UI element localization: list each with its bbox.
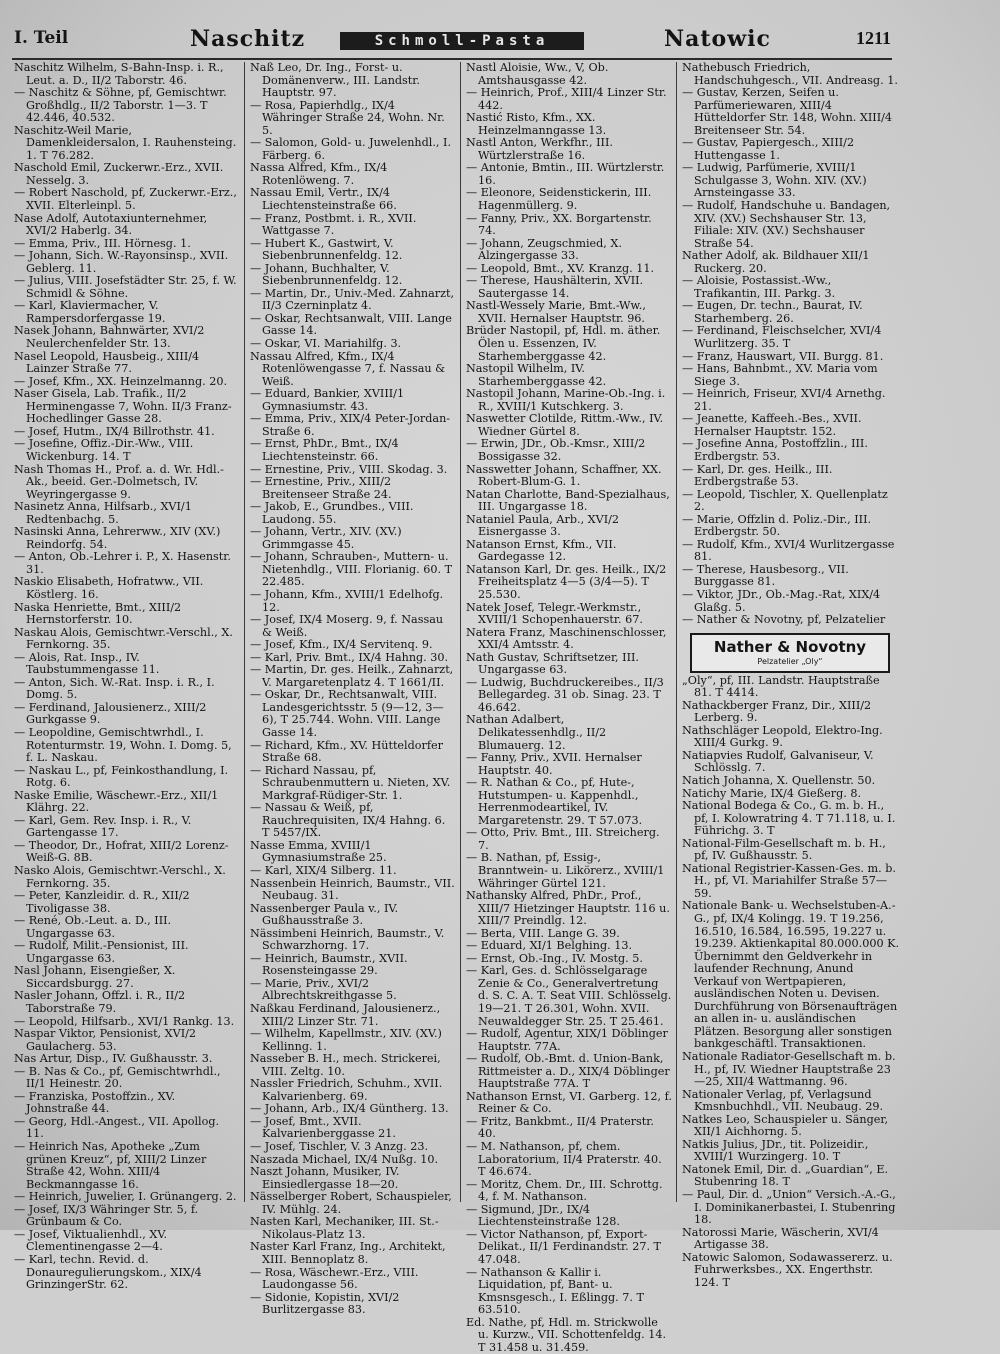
- directory-entry: — Naschitz & Söhne, pf, Gemischtwr. Großhdlg., II/2 Taborstr. 1—3. T 42.446, 40.532.: [14, 86, 227, 125]
- part-label: I. Teil: [14, 28, 69, 48]
- directory-entry: Nataniel Paula, Arb., XVI/2 Eisnergasse 3.: [466, 512, 620, 539]
- directory-entry: Nash Thomas H., Prof. a. d. Wr. Hdl.-Ak., beeid. Ger.-Dolmetsch, IV. Weyringergasse 9.: [14, 462, 224, 501]
- directory-entry: — Rudolf, Milit.-Pensionist, III. Ungargasse 63.: [14, 939, 189, 965]
- directory-entry: — Rosa, Papierhdlg., IX/4 Währinger Straße 24, Wohn. Nr. 5.: [250, 98, 445, 137]
- directory-entry: — Franziska, Postoffzin., XV. Johnstraße 44.: [14, 1089, 176, 1116]
- directory-entry: — Richard Nassau, pf, Schraubenmuttern u. Nieten, XV. Markgraf-Rüdiger-Str. 1.: [250, 763, 451, 802]
- directory-entry: — Leopold, Hilfsarb., XVI/1 Rankg. 13.: [14, 1014, 235, 1028]
- directory-entry: — Johann, Schrauben-, Muttern- u. Nietenhdlg., VIII. Florianig. 60. T 22.485.: [250, 550, 453, 589]
- directory-entry: — Heinrich Nas, Apotheke „Zum grünen Kreuz“, pf, XIII/2 Linzer Straße 42, Wohn. XIII/4 Beckmanngasse 16.: [14, 1140, 207, 1191]
- directory-entry: — Moritz, Chem. Dr., III. Schrottg. 4, f. M. Nathanson.: [466, 1177, 663, 1204]
- directory-entry: — Therese, Haushälterin, XVII. Sautergasse 14.: [466, 274, 644, 300]
- directory-entry: „Oly“, pf, III. Landstr. Hauptstraße 81. T 4414.: [682, 673, 880, 700]
- directory-entry: Nasek Johann, Bahnwärter, XVI/2 Neulerchenfelder Str. 13.: [14, 324, 205, 351]
- directory-entry: — Nather & Novotny, pf, Pelzatelier: [682, 613, 886, 627]
- directory-entry: Nasse Emma, XVIII/1 Gymnasiumstraße 25.: [250, 838, 387, 865]
- directory-entry: — Theodor, Dr., Hofrat, XIII/2 Lorenz-Weiß-G. 8B.: [14, 838, 229, 865]
- directory-entry: — Gustav, Papiergesch., XIII/2 Huttengasse 1.: [682, 136, 855, 162]
- directory-entry: — Nathanson & Kallir i. Liquidation, pf, Bant- u. Kmsnsgesch., I. Eßlingg. 7. T 63.510.: [466, 1265, 644, 1317]
- directory-entry: Naster Karl Franz, Ing., Architekt, XIII. Bennoplatz 8.: [250, 1240, 446, 1266]
- directory-entry: — Ernestine, Priv., XIII/2 Breitenseer Straße 24.: [250, 475, 392, 501]
- directory-entry: — Anton, Ob.-Lehrer i. P., X. Hasenstr. 31.: [14, 550, 231, 576]
- directory-entry: — Leopoldine, Gemischtwrhdl., I. Rotenturmstr. 19, Wohn. I. Domg. 5, f. L. Naskau.: [14, 725, 232, 765]
- directory-entry: — Antonie, Bmtin., III. Würtzlerstr. 16.: [466, 161, 665, 187]
- directory-entry: — Sigmund, JDr., IX/4 Liechtensteinstraße 128.: [466, 1202, 620, 1229]
- directory-entry: — Marie, Priv., XVI/2 Albrechtskreithgasse 5.: [250, 976, 397, 1003]
- directory-entry: — Josef, Kfm., IX/4 Servitenq. 9.: [250, 638, 433, 652]
- directory-entry: — Ferdinand, Jalousienerz., XIII/2 Gurkgasse 9.: [14, 700, 207, 727]
- directory-entry: — Georg, Hdl.-Angest., VII. Apollog. 11.: [14, 1114, 220, 1141]
- directory-entry: — Anton, Sich. W.-Rat. Insp. i. R., I. Domg. 5.: [14, 675, 215, 702]
- directory-entry: — Julius, VIII. Josefstädter Str. 25, f. W. Schmidl & Söhne.: [14, 274, 237, 300]
- directory-entry: — Johann, Kfm., XVIII/1 Edelhofg. 12.: [250, 587, 444, 614]
- directory-entry: — Ludwig, Parfümerie, XVIII/1 Schulgasse 3, Wohn. XIV. (XV.) Arnsteingasse 33.: [682, 161, 867, 200]
- directory-entry: Nationale Radiator-Gesellschaft m. b. H., pf, IV. Wiedner Hauptstraße 23—25, XII/4 Wattmanng. 96.: [682, 1050, 896, 1089]
- directory-entry: Nastl-Wessely Marie, Bmt.-Ww., XVII. Hernalser Hauptstr. 96.: [466, 299, 646, 325]
- directory-entry: — Karl, Dr. ges. Heilk., III. Erdbergstraße 53.: [682, 462, 833, 489]
- directory-entry: — Ernestine, Priv., VIII. Skodag. 3.: [250, 462, 448, 476]
- directory-entry: — Viktor, JDr., Ob.-Mag.-Rat, XIX/4 Glaßg. 5.: [682, 587, 881, 614]
- ad-banner: Schmoll-Pasta: [340, 32, 584, 50]
- directory-entry: — Franz, Hauswart, VII. Burgg. 81.: [682, 349, 884, 363]
- directory-entry: — B. Nathan, pf, Essig-, Branntwein- u. Likörerz., XVIII/1 Währinger Gürtel 121.: [466, 851, 665, 890]
- directory-entry: Nath Gustav, Schriftsetzer, III. Ungargasse 63.: [466, 650, 639, 677]
- directory-entry: — Otto, Priv. Bmt., III. Streicherg. 7.: [466, 826, 660, 852]
- directory-entry: — Leopold, Bmt., XV. Kranzg. 11.: [466, 261, 655, 275]
- directory-entry: — Victor Nathanson, pf, Export-Delikat., II/1 Ferdinandstr. 27. T 47.048.: [466, 1227, 662, 1266]
- directory-entry: Nasel Leopold, Hausbeig., XIII/4 Lainzer Straße 77.: [14, 349, 200, 376]
- directory-entry: — Josef, Kfm., XX. Heinzelmanng. 20.: [14, 374, 228, 388]
- directory-entry: Nathackberger Franz, Dir., XIII/2 Lerberg. 9.: [682, 698, 872, 725]
- directory-entry: — M. Nathanson, pf, chem. Laboratorium, II/4 Praterstr. 40. T 46.674.: [466, 1140, 662, 1179]
- directory-entry: Nastl Anton, Werkfhr., III. Würtzlerstraße 16.: [466, 136, 613, 162]
- nather-novotny-advert: [690, 633, 890, 673]
- directory-entry: Nasko Alois, Gemischtwr.-Verschl., X. Fernkorng. 35.: [14, 864, 226, 890]
- directory-entry: Natanson Ernst, Kfm., VII. Gardegasse 12.: [466, 537, 617, 564]
- directory-entry: — Karl, Ges. d. Schlösselgarage Zenie & Co., Generalvertretung d. S. C. A. T. Seat VIII. Schlösselg. 19—21. T 26.301, Wohn. XVII. Neuwaldegger Str. 25. T 25.461.: [466, 964, 672, 1028]
- directory-entry: Nastić Risto, Kfm., XX. Heinzelmanngasse 13.: [466, 111, 607, 137]
- directory-entry: — René, Ob.-Leut. a. D., III. Ungargasse 63.: [14, 914, 172, 940]
- directory-entry: Nasler Johann, Offzl. i. R., II/2 Taborstraße 79.: [14, 989, 186, 1016]
- directory-entry: Natek Josef, Telegr.-Werkmstr., XVIII/1 Schopenhauerstr. 67.: [466, 600, 643, 627]
- directory-entry: Nassau Alfred, Kfm., IX/4 Rotenlöwengasse 7, f. Nassau & Weiß.: [250, 349, 446, 388]
- directory-entry: — Johann, Arb., IX/4 Güntherg. 13.: [250, 1102, 449, 1116]
- column-2: [250, 61, 456, 1317]
- directory-entry: — Rudolf, Ob.-Bmt. d. Union-Bank, Rittmeister a. D., XIX/4 Döblinger Hauptstraße 77A. T: [466, 1052, 670, 1091]
- directory-entry: — Leopold, Tischler, X. Quellenplatz 2.: [682, 487, 888, 514]
- directory-entry: Natowic Salomon, Sodawassererz. u. Fuhrwerksbes., XX. Engerthstr. 124. T: [682, 1250, 893, 1289]
- directory-entry: Naske Emilie, Wäschewr.-Erz., XII/1 Klährg. 22.: [14, 788, 219, 815]
- directory-entry: — Josef, IX/4 Moserg. 9, f. Nassau & Weiß.: [250, 613, 444, 639]
- directory-entry: — Hubert K., Gastwirt, V. Siebenbrunnenfeldg. 12.: [250, 236, 403, 263]
- last-entry-word: Natowic: [664, 26, 771, 52]
- directory-entry: Natich Johanna, X. Quellenstr. 50.: [682, 773, 876, 787]
- directory-entry: Nather Adolf, ak. Bildhauer XII/1 Ruckerg. 20.: [682, 249, 870, 275]
- column-4-top: [682, 62, 900, 627]
- directory-entry: Nassa Alfred, Kfm., IX/4 Rotenlöweng. 7.: [250, 161, 388, 187]
- page-header: [14, 26, 894, 54]
- directory-entry: Natichy Marie, IX/4 Gießerg. 8.: [682, 786, 862, 800]
- directory-entry: — Nassau & Weiß, pf, Rauchrequisiten, IX/4 Hahng. 6. T 5457/IX.: [250, 801, 446, 840]
- directory-entry: — Heinrich, Prof., XIII/4 Linzer Str. 442.: [466, 86, 667, 112]
- directory-entry: — Naskau L., pf, Feinkosthandlung, I. Rotg. 6.: [14, 763, 229, 790]
- directory-entry: — Ernst, PhDr., Bmt., IX/4 Liechtensteinstr. 66.: [250, 437, 399, 463]
- directory-entry: — Rosa, Wäschewr.-Erz., VIII. Laudongasse 56.: [250, 1265, 419, 1292]
- directory-entry: — Erwin, JDr., Ob.-Kmsr., XIII/2 Bossigasse 32.: [466, 437, 646, 463]
- directory-entry: — Martin, Dr. ges. Heilk., Zahnarzt, V. Margaretenplatz 4. T 1661/II.: [250, 663, 454, 689]
- directory-entry: — Josef, IX/3 Währinger Str. 5, f. Grünbaum & Co.: [14, 1202, 199, 1229]
- directory-entry: — Eugen, Dr. techn., Baurat, IV. Starhemberg. 26.: [682, 299, 863, 325]
- column-3: [466, 61, 672, 1354]
- column-divider: [460, 62, 461, 1202]
- directory-entry: Natera Franz, Maschinenschlosser, XXI/4 Amtsstr. 4.: [466, 625, 667, 652]
- directory-entry: Naser Gisela, Lab. Trafik., II/2 Herminengasse 7, Wohn. II/3 Franz-Hochedlinger Gasse 28.: [14, 387, 232, 426]
- directory-entry: Nasten Karl, Mechaniker, III. St.-Nikolaus-Platz 13.: [250, 1215, 439, 1241]
- directory-entry: — Heinrich, Friseur, XVI/4 Arnethg. 21.: [682, 387, 886, 413]
- directory-entry: Nasinski Anna, Lehrerww., XIV (XV.) Reindorfg. 54.: [14, 525, 221, 551]
- directory-entry: Naschitz Wilhelm, S-Bahn-Insp. i. R., Leut. a. D., II/2 Taborstr. 46.: [14, 61, 224, 87]
- directory-entry: — Salomon, Gold- u. Juwelenhdl., I. Färberg. 6.: [250, 136, 451, 162]
- directory-entry: Natanson Karl, Dr. ges. Heilk., IX/2 Freiheitsplatz 4—5 (3/4—5). T 25.530.: [466, 562, 667, 601]
- directory-entry: — Josef, Bmt., XVII. Kalvarienberggasse 21.: [250, 1114, 396, 1141]
- column-divider: [244, 62, 245, 1202]
- directory-entry: Naspar Viktor, Pensionist, XVI/2 Gaulacherg. 53.: [14, 1027, 197, 1053]
- directory-entry: Nastl Aloisie, Ww., V, Ob. Amtshausgasse 42.: [466, 61, 609, 87]
- directory-entry: — B. Nas & Co., pf, Gemischtwrhdl., II/1 Heinestr. 20.: [14, 1064, 221, 1091]
- directory-entry: Nase Adolf, Autotaxiunternehmer, XVI/2 Haberlg. 34.: [14, 211, 208, 238]
- directory-entry: — Fanny, Priv., XX. Borgartenstr. 74.: [466, 211, 652, 238]
- directory-entry: Nas Artur, Disp., IV. Gußhausstr. 3.: [14, 1052, 213, 1066]
- directory-entry: — Rudolf, Handschuhe u. Bandagen, XIV. (XV.) Sechshauser Str. 13, Filiale: XIV. (XV.) Sechshauser Straße 54.: [682, 199, 891, 250]
- column-4: [682, 61, 900, 1289]
- directory-entry: Nationaler Verlag, pf, Verlagsund Kmsnbuchhdl., VII. Neubaug. 29.: [682, 1087, 884, 1114]
- directory-entry: — Josefine, Offiz.-Dir.-Ww., VIII. Wickenburg. 14. T: [14, 437, 194, 463]
- directory-entry: Nationale Bank- u. Wechselstuben-A.-G., pf, IX/4 Kolingg. 19. T 19.256, 16.510, 16.584, 16.595, 19.227 u. 19.239. Aktienkapital 80.000.000 K. Übernimmt den Geldverkehr in laufender Rechnung, Anund Verkauf von Wertpapieren, ausländischen Noten u. Devisen. Durchführung von Börsenaufträgen an allen in- u. ausländischen Plätzen. Besorgung aller sonstigen bankgeschäftl. Transaktionen.: [682, 899, 900, 1051]
- directory-entry: National-Film-Gesellschaft m. b. H., pf, IV. Gußhausstr. 5.: [682, 836, 886, 863]
- advert-title: Nather & Novotny: [713, 637, 867, 656]
- directory-entry: Nässelberger Robert, Schauspieler, IV. Mühlg. 24.: [250, 1190, 452, 1216]
- directory-entry: — Karl, Gem. Rev. Insp. i. R., V. Gartengasse 17.: [14, 813, 192, 840]
- directory-entry: Nasswetter Johann, Schaffner, XX. Robert-Blum-G. 1.: [466, 462, 662, 489]
- directory-entry: Nathebusch Friedrich, Handschuhgesch., VII. Andreasg. 1.: [682, 61, 898, 87]
- directory-entry: — Eduard, XI/1 Belghing. 13.: [466, 939, 633, 953]
- directory-entry: Naskio Elisabeth, Hofratww., VII. Köstlerg. 16.: [14, 575, 204, 601]
- directory-entry: Naß Leo, Dr. Ing., Forst- u. Domänenverw., III. Landstr. Hauptstr. 97.: [250, 61, 420, 100]
- directory-entry: Natorossi Marie, Wäscherin, XVI/4 Artigasse 38.: [682, 1225, 879, 1252]
- directory-entry: — Emma, Priv., XIX/4 Peter-Jordan-Straße 6.: [250, 412, 451, 438]
- directory-entry: Brüder Nastopil, pf, Hdl. m. äther. Ölen u. Essenzen, IV. Starhemberggasse 42.: [466, 324, 661, 363]
- directory-entry: — Rudolf, Kfm., XVI/4 Wurlitzergasse 81.: [682, 537, 895, 564]
- directory-entry: National Registrier-Kassen-Ges. m. b. H., pf, VI. Mariahilfer Straße 57—59.: [682, 861, 896, 900]
- directory-entry: Natan Charlotte, Band-Spezialhaus, III. Ungargasse 18.: [466, 487, 670, 514]
- directory-entry: — Heinrich, Juwelier, I. Grünangerg. 2.: [14, 1190, 237, 1204]
- directory-entry: — Heinrich, Baumstr., XVII. Rosensteingasse 29.: [250, 951, 408, 978]
- directory-entry: — Karl, techn. Revid. d. Donauregulierungskom., XIX/4 GrinzingerStr. 62.: [14, 1252, 202, 1292]
- directory-entry: Nathan Adalbert, Delikatessenhdlg., II/2 Blumauerg. 12.: [466, 713, 607, 752]
- column-1: [14, 61, 240, 1292]
- directory-entry: — Marie, Offzlin d. Poliz.-Dir., III. Erdbergstr. 50.: [682, 512, 872, 539]
- directory-entry: Nassenbein Heinrich, Baumstr., VII. Neubaug. 31.: [250, 876, 455, 903]
- directory-entry: Natiapvies Rudolf, Galvaniseur, V. Schlösslg. 7.: [682, 748, 874, 775]
- directory-entry: Ed. Nathe, pf, Hdl. m. Strickwolle u. Kurzw., VII. Schottenfeldg. 14. T 31.458 u. 31.459.: [466, 1315, 667, 1354]
- directory-entry: — Emma, Priv., III. Hörnesg. 1.: [14, 236, 191, 250]
- directory-entry: — Aloisie, Postassist.-Ww., Trafikantin, III. Parkg. 3.: [682, 274, 836, 300]
- directory-entry: — Sidonie, Kopistin, XVI/2 Burlitzergasse 83.: [250, 1290, 400, 1317]
- directory-entry: Nastopil Johann, Marine-Ob.-Ing. i. R., XVIII/1 Kutschkerg. 3.: [466, 387, 666, 413]
- directory-entry: Nasseber B. H., mech. Strickerei, VIII. Zeltg. 10.: [250, 1052, 441, 1078]
- directory-entry: — Fanny, Priv., XVII. Hernalser Hauptstr. 40.: [466, 751, 642, 777]
- directory-entry: — Johann, Sich. W.-Rayonsinsp., XVII. Geblerg. 11.: [14, 249, 229, 275]
- column-4-bottom: [682, 675, 900, 1290]
- directory-entry: Nassau Emil, Vertr., IX/4 Liechtensteinstraße 66.: [250, 186, 397, 213]
- directory-entry: Naskau Alois, Gemischtwr.-Verschl., X. Fernkorng. 35.: [14, 625, 233, 652]
- directory-entry: — Hans, Bahnbmt., XV. Maria vom Siege 3.: [682, 362, 878, 388]
- directory-entry: — Ludwig, Buchdruckereibes., II/3 Bellegardeg. 31 ob. Sinag. 23. T 46.642.: [466, 675, 664, 714]
- directory-entry: — Ferdinand, Fleischselcher, XVI/4 Wurlitzerg. 35. T: [682, 324, 882, 351]
- directory-entry: — Wilhelm, Kapellmstr., XIV. (XV.) Kellinng. 1.: [250, 1027, 442, 1053]
- directory-entry: — Rudolf, Agentur, XIX/1 Döblinger Hauptstr. 77A.: [466, 1027, 668, 1053]
- advert-subtitle: Pelzatelier „Oly“: [757, 656, 823, 666]
- directory-entry: — Johann, Vertr., XIV. (XV.) Grimmgasse 45.: [250, 525, 402, 551]
- directory-entry: — Josef, Tischler, V. 3 Anzg. 23.: [250, 1140, 429, 1154]
- directory-entry: — Paul, Dir. d. „Union“ Versich.-A.-G., I. Dominikanerbastei, I. Stubenring 18.: [682, 1188, 896, 1227]
- first-entry-word: Naschitz: [190, 26, 306, 52]
- directory-entry: — Josef, Hutm., IX/4 Billrothstr. 41.: [14, 424, 215, 438]
- directory-entry: — Jakob, E., Grundbes., VIII. Laudong. 55.: [250, 500, 414, 526]
- column-divider: [676, 62, 677, 1202]
- directory-entry: — Karl, Priv. Bmt., IX/4 Hahng. 30.: [250, 650, 449, 664]
- directory-entry: Nassenberger Paula v., IV. Gußhausstraße 3.: [250, 901, 399, 928]
- directory-entry: Nathschläger Leopold, Elektro-Ing. XIII/4 Gurkg. 9.: [682, 723, 883, 750]
- header-rule: [12, 58, 892, 60]
- directory-entry: — Ernst, Ob.-Ing., IV. Mostg. 5.: [466, 951, 643, 965]
- directory-entry: Naska Henriette, Bmt., XIII/2 Hernstorferstr. 10.: [14, 600, 182, 627]
- directory-entry: — Jeanette, Kaffeeh.-Bes., XVII. Hernalser Hauptstr. 152.: [682, 412, 862, 438]
- directory-entry: — Robert Naschold, pf, Zuckerwr.-Erz., XVII. Elterleinpl. 5.: [14, 186, 237, 213]
- directory-entry: — Therese, Hausbesorg., VII. Burggasse 81.: [682, 562, 849, 589]
- directory-entry: Natkes Leo, Schauspieler u. Sänger, XII/1 Aichhorng. 5.: [682, 1112, 889, 1139]
- directory-entry: — Karl, XIX/4 Silberg. 11.: [250, 864, 397, 877]
- page-number: 1211: [856, 28, 892, 48]
- directory-entry: — Johann, Buchhalter, V. Siebenbrunnenfeldg. 12.: [250, 261, 403, 288]
- directory-entry: National Bodega & Co., G. m. b. H., pf, I. Kolowratring 4. T 71.118, u. I. Führichg. 3. T: [682, 799, 896, 838]
- directory-entry: — Oskar, VI. Mariahilfg. 3.: [250, 337, 402, 351]
- directory-entry: Naswetter Clotilde, Rittm.-Ww., IV. Wiedner Gürtel 8.: [466, 412, 664, 438]
- directory-entry: — Eduard, Bankier, XVIII/1 Gymnasiumstr. 43.: [250, 387, 405, 413]
- directory-entry: Nasl Johann, Eisengießer, X. Siccardsburgg. 27.: [14, 964, 176, 990]
- directory-entry: Nathansky Alfred, PhDr., Prof., XIII/7 Hietzinger Hauptstr. 116 u. XIII/7 Preindlg. 12.: [466, 889, 670, 928]
- directory-entry: — Berta, VIII. Lange G. 39.: [466, 926, 620, 940]
- directory-entry: — Karl, Klaviermacher, V. Rampersdorfergasse 19.: [14, 299, 166, 325]
- directory-entry: — Josefine Anna, Postoffzlin., III. Erdbergstr. 53.: [682, 437, 868, 463]
- directory-entry: Naszada Michael, IX/4 Nußg. 10.: [250, 1152, 438, 1166]
- directory-entry: — Josef, Viktualienhdl., XV. Clementinengasse 2—4.: [14, 1227, 168, 1254]
- directory-entry: — Oskar, Dr., Rechtsanwalt, VIII. Landesgerichtsstr. 5 (9—12, 3—6), T 25.744. Wohn. VIII. Lange Gasse 14.: [250, 688, 444, 739]
- directory-entry: Nastopil Wilhelm, IV. Starhemberggasse 42.: [466, 362, 607, 388]
- directory-entry: Natonek Emil, Dir. d. „Guardian“, E. Stubenring 18. T: [682, 1162, 889, 1189]
- directory-entry: — R. Nathan & Co., pf, Hute-, Hutstumpen- u. Kappenhdl., Herrenmodeartikel, IV. Margaretenstr. 29. T 57.073.: [466, 776, 643, 827]
- directory-entry: — Alois, Rat. Insp., IV. Taubstummengasse 11.: [14, 650, 160, 677]
- directory-entry: Naszt Johann, Musiker, IV. Einsiedlergasse 18—20.: [250, 1165, 400, 1191]
- directory-entry: Naßkau Ferdinand, Jalousienerz., XIII/2 Linzer Str. 71.: [250, 1002, 441, 1028]
- directory-entry: Nathanson Ernst, VI. Garberg. 12, f. Reiner & Co.: [466, 1089, 672, 1116]
- directory-entry: Nassler Friedrich, Schuhm., XVII. Kalvarienberg. 69.: [250, 1077, 443, 1103]
- directory-entry: Naschitz-Weil Marie, Damenkleidersalon, I. Rauhensteing. 1. T 76.282.: [14, 123, 237, 162]
- directory-entry: — Franz, Postbmt. i. R., XVII. Wattgasse 7.: [250, 211, 417, 238]
- directory-entry: Natkis Julius, JDr., tit. Polizeidir., XVIII/1 Wurzingerg. 10. T: [682, 1137, 869, 1164]
- directory-entry: Nässimbeni Heinrich, Baumstr., V. Schwarzhorng. 17.: [250, 926, 445, 953]
- directory-entry: — Gustav, Kerzen, Seifen u. Parfümeriewaren, XIII/4 Hütteldorfer Str. 148, Wohn. XIII/4 Breitenseer Str. 54.: [682, 86, 893, 137]
- directory-entry: — Richard, Kfm., XV. Hütteldorfer Straße 68.: [250, 738, 443, 765]
- directory-entry: — Oskar, Rechtsanwalt, VIII. Lange Gasse 14.: [250, 311, 452, 338]
- directory-entry: — Fritz, Bankbmt., II/4 Praterstr. 40.: [466, 1114, 654, 1141]
- directory-entry: — Peter, Kanzleidir. d. R., XII/2 Tivoligasse 38.: [14, 889, 190, 915]
- directory-entry: Naschold Emil, Zuckerwr.-Erz., XVII. Nesselg. 3.: [14, 161, 224, 187]
- directory-entry: — Johann, Zeugschmied, X. Alzingergasse 33.: [466, 236, 622, 263]
- directory-entry: — Eleonore, Seidenstickerin, III. Hagenmüllerg. 9.: [466, 186, 652, 213]
- directory-entry: — Martin, Dr., Univ.-Med. Zahnarzt, II/3 Czerninplatz 4.: [250, 286, 455, 313]
- directory-entry: Nasinetz Anna, Hilfsarb., XVI/1 Redtenbachg. 5.: [14, 500, 192, 526]
